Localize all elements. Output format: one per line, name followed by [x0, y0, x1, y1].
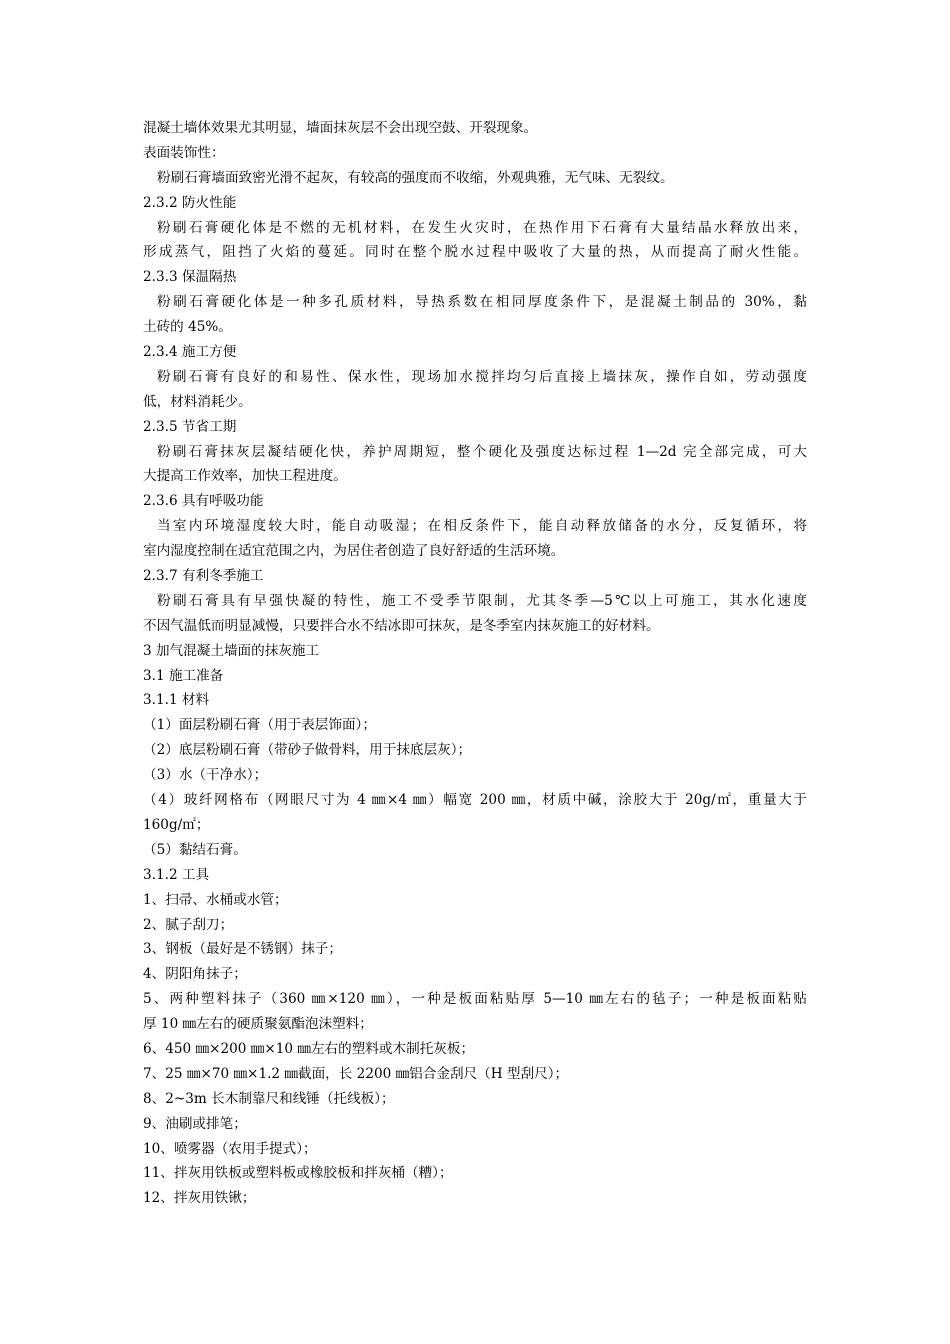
- text-line: 不因气温低而明显减慢，只要拌合水不结冰即可抹灰，是冬季室内抹灰施工的好材料。: [143, 617, 660, 634]
- text-line: 粉刷石膏硬化体是一种多孔质材料，导热系数在相同厚度条件下，是混凝土制品的 30%，黏: [157, 294, 807, 311]
- text-line: 3 加气混凝土墙面的抹灰施工: [143, 642, 320, 659]
- text-line: （5）黏结石膏。: [143, 841, 247, 858]
- text-line: （3）水（干净水）；: [143, 767, 268, 784]
- text-line: 土砖的 45%。: [143, 319, 232, 336]
- text-line: 160g/㎡；: [143, 816, 210, 833]
- text-line: 12、拌灰用铁锹；: [143, 1190, 256, 1207]
- text-line: 5、两种塑料抹子（360 ㎜×120 ㎜），一种是板面粘贴厚 5—10 ㎜左右的毡子；一种是板面粘贴: [143, 991, 807, 1008]
- text-line: 2.3.7 有利冬季施工: [143, 568, 264, 585]
- text-line: （2）底层粉刷石膏（带砂子做骨料，用于抹底层灰）；: [143, 742, 472, 759]
- text-line: 7、25 ㎜×70 ㎜×1.2 ㎜截面，长 2200 ㎜铝合金刮尺（H 型刮尺）；: [143, 1065, 569, 1082]
- text-line: 3、钢板（最好是不锈钢）抹子；: [143, 941, 342, 958]
- text-line: 9、油刷或排笔；: [143, 1115, 247, 1132]
- text-line: 2、腻子刮刀；: [143, 916, 234, 933]
- text-line: 2.3.3 保温隔热: [143, 269, 237, 286]
- document-body: [143, 116, 807, 1211]
- text-line: 2.3.6 具有呼吸功能: [143, 493, 264, 510]
- text-line: 4、阴阳角抹子；: [143, 966, 247, 983]
- text-line: 粉刷石膏抹灰层凝结硬化快，养护周期短，整个硬化及强度达标过程 1—2d 完全部完成，可大: [157, 443, 807, 460]
- text-line: 粉刷石膏硬化体是不燃的无机材料，在发生火灾时，在热作用下石膏有大量结晶水释放出来，: [157, 219, 807, 236]
- text-line: 混凝土墙体效果尤其明显，墙面抹灰层不会出现空鼓、开裂现象。: [143, 120, 538, 136]
- text-line: 6、450 ㎜×200 ㎜×10 ㎜左右的塑料或木制托灰板；: [143, 1040, 475, 1057]
- text-line: 大提高工作效率，加快工程进度。: [143, 468, 347, 485]
- text-line: 2.3.5 节省工期: [143, 418, 237, 435]
- text-line: 3.1.2 工具: [143, 866, 210, 883]
- text-line: 3.1.1 材料: [143, 692, 210, 709]
- text-line: 厚 10 ㎜左右的硬质聚氨酯泡沫塑料；: [143, 1016, 373, 1033]
- text-line: 10、喷雾器（农用手提式）；: [143, 1140, 317, 1157]
- text-line: 11、拌灰用铁板或塑料板或橡胶板和拌灰桶（糟）；: [143, 1165, 453, 1182]
- text-line: 粉刷石膏有良好的和易性、保水性，现场加水搅拌均匀后直接上墙抹灰，操作自如，劳动强度: [157, 368, 807, 385]
- text-line: 表面装饰性：: [143, 144, 225, 161]
- text-line: （1）面层粉刷石膏（用于表层饰面）；: [143, 717, 376, 734]
- text-line: 2.3.4 施工方便: [143, 344, 237, 361]
- text-line: 形成蒸气，阻挡了火焰的蔓延。同时在整个脱水过程中吸收了大量的热，从而提高了耐火性能。: [143, 244, 807, 261]
- text-line: 室内湿度控制在适宜范围之内，为居住者创造了良好舒适的生活环境。: [143, 543, 565, 560]
- text-line: 粉刷石膏具有早强快凝的特性，施工不受季节限制，尤其冬季—5℃以上可施工，其水化速度: [157, 592, 807, 609]
- text-line: （4）玻纤网格布（网眼尺寸为 4 ㎜×4 ㎜）幅宽 200 ㎜，材质中碱，涂胶大于 20g/㎡，重量大于: [143, 792, 807, 809]
- text-line: 8、2~3m 长木制靠尺和线锤（托线板）；: [143, 1090, 395, 1107]
- text-line: 3.1 施工准备: [143, 667, 224, 684]
- text-line: 1、扫帚、水桶或水管；: [143, 891, 288, 908]
- text-line: 2.3.2 防火性能: [143, 194, 237, 211]
- text-line: 低，材料消耗少。: [143, 393, 252, 410]
- text-line: 当室内环境湿度较大时，能自动吸湿；在相反条件下，能自动释放储备的水分，反复循环，将: [157, 518, 807, 535]
- text-line: 粉刷石膏墙面致密光滑不起灰，有较高的强度而不收缩，外观典雅，无气味、无裂纹。: [157, 169, 674, 186]
